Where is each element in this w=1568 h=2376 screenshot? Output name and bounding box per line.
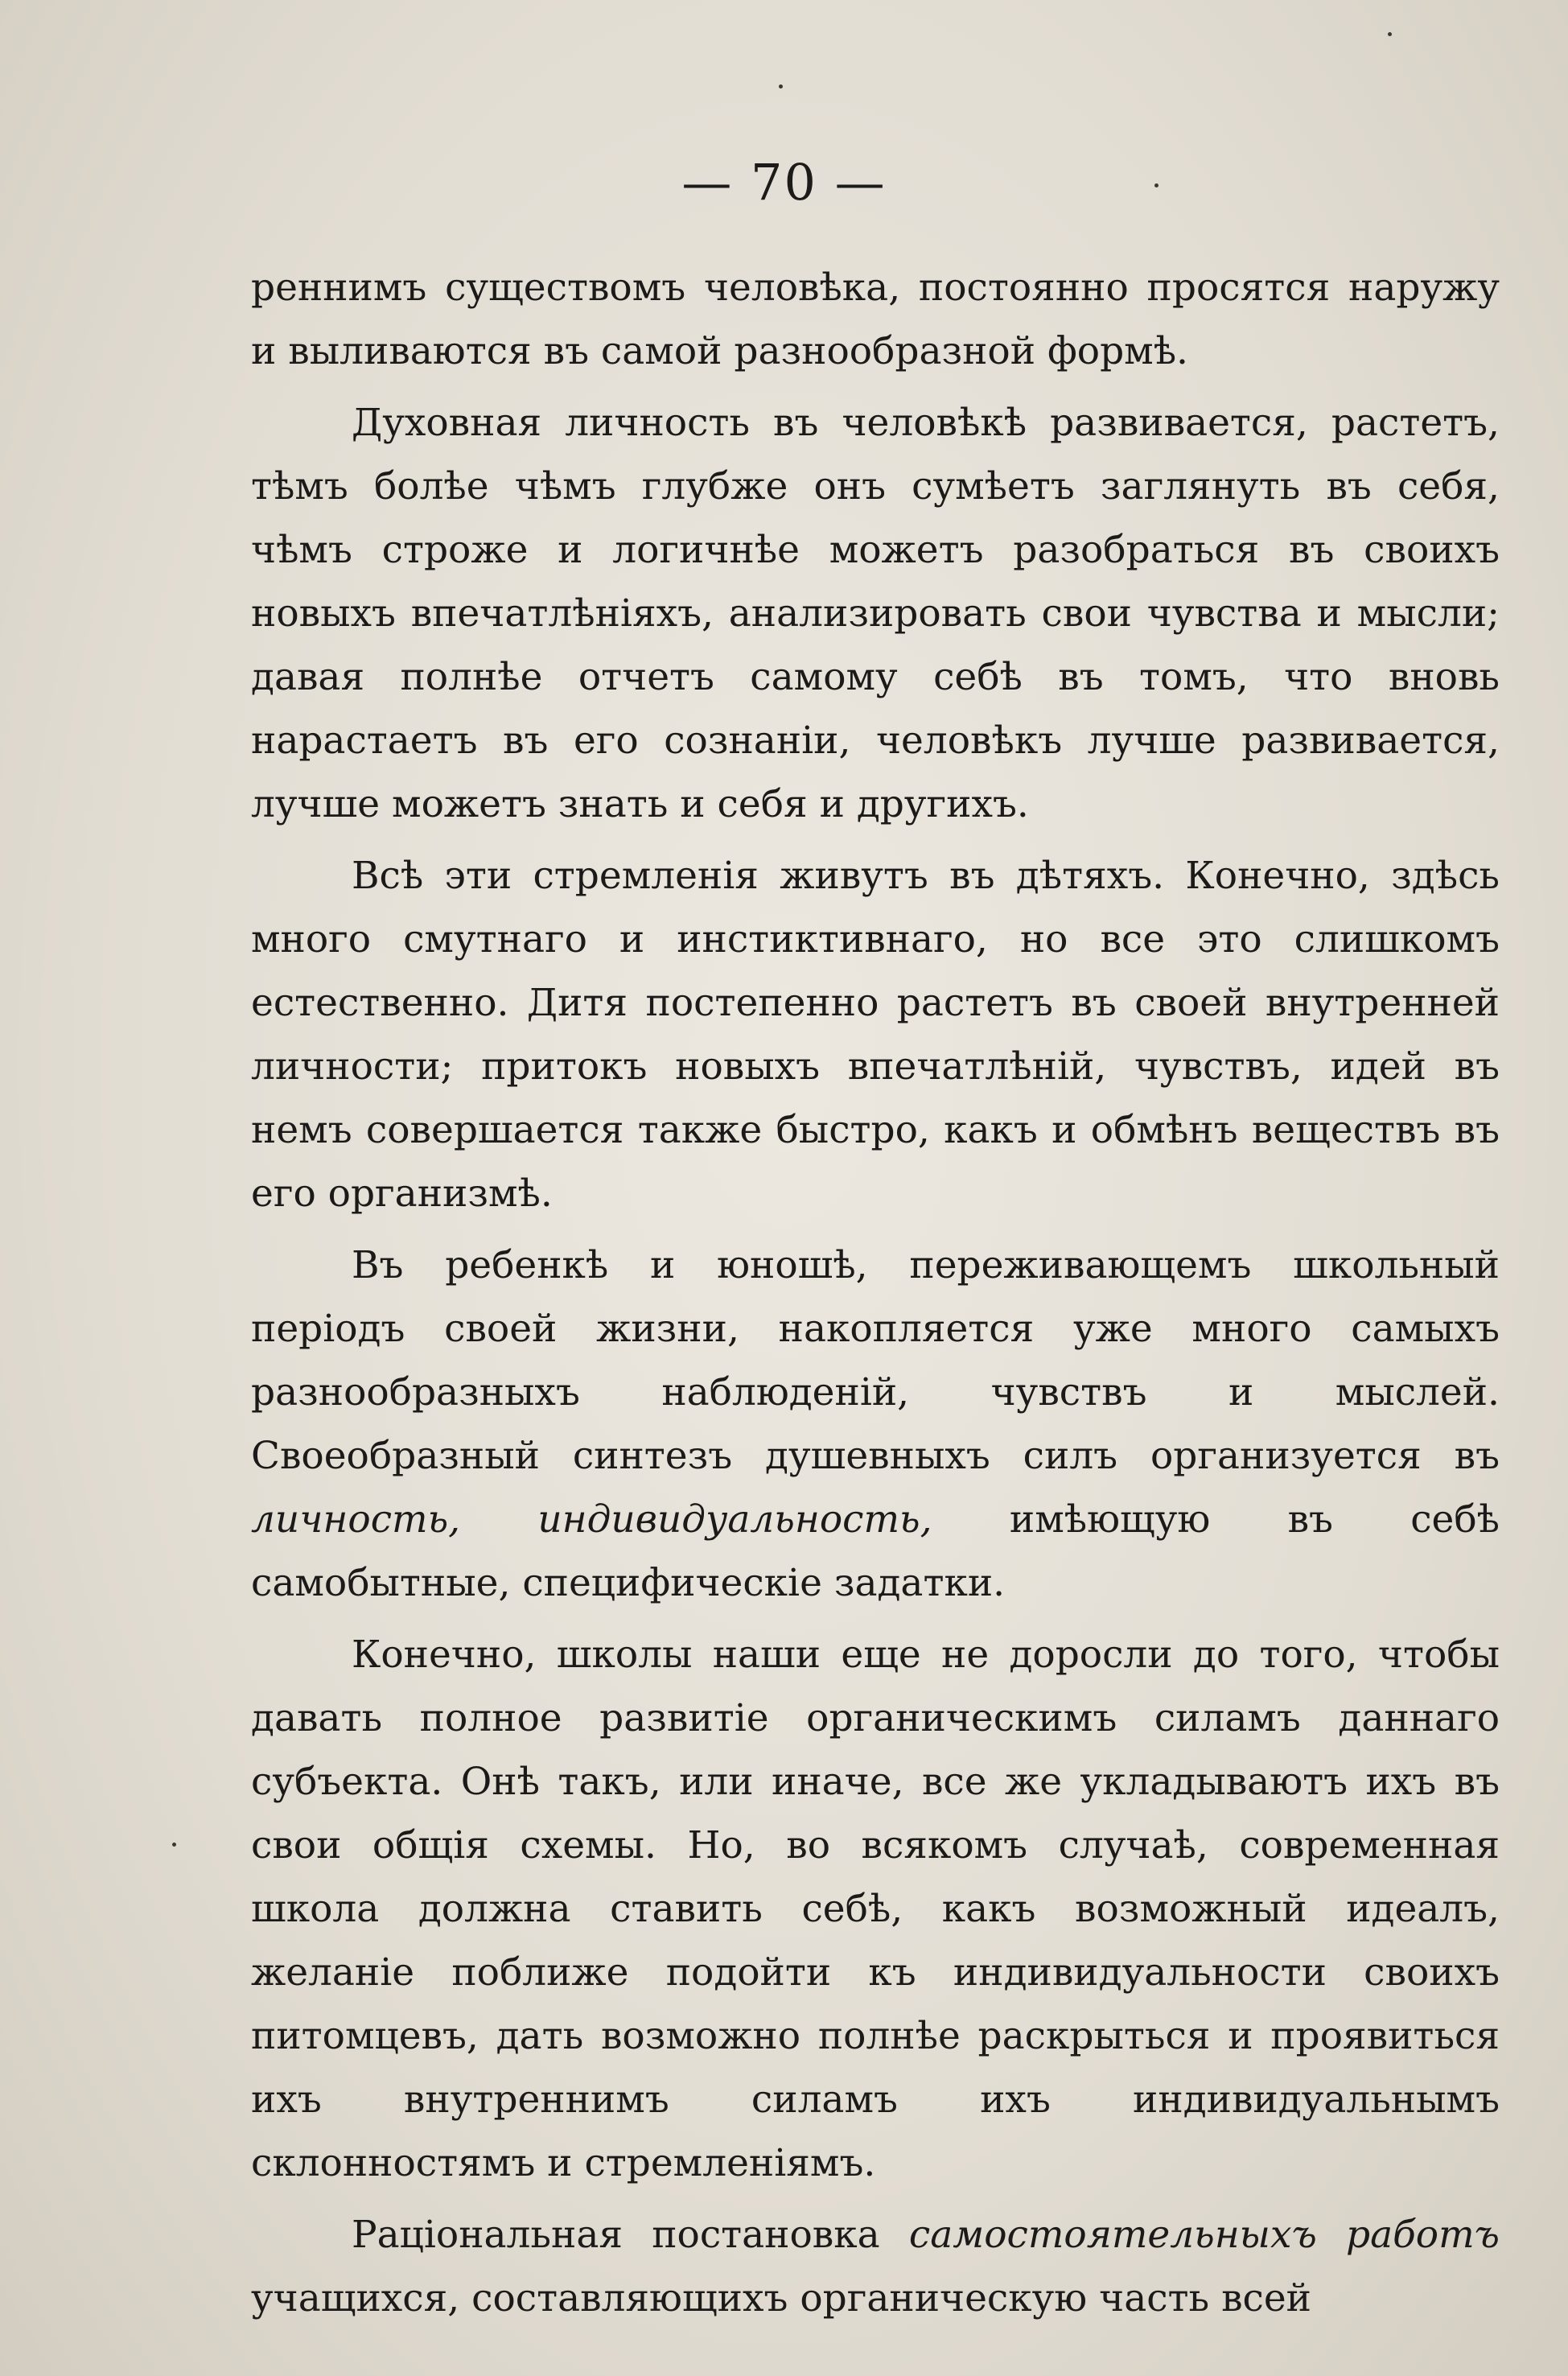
- paragraph: [251, 2203, 1500, 2330]
- paragraph: [251, 391, 1500, 836]
- text-segment: Конечно, школы наши еще не доросли до того, чтобы давать полное развитіе органическимъ силамъ даннаго субъекта. Онѣ такъ, или иначе, все же укладываютъ ихъ въ свои общія схемы. Но, во всякомъ случаѣ, современная школа должна ставить себѣ, какъ возможный идеалъ, желаніе поближе подойти къ индивидуальности своихъ питомцевъ, дать возможно полнѣе раскрыться и проявиться ихъ внутреннимъ силамъ ихъ индивидуальнымъ склонностямъ и стремленіямъ.: [251, 1633, 1500, 2185]
- text-segment: имѣющую въ себѣ самобытные, специфическіе задатки.: [251, 1497, 1500, 1605]
- paper-speck: [172, 1843, 176, 1847]
- paragraph: [251, 844, 1500, 1225]
- paragraph: [251, 1623, 1500, 2195]
- text-segment: реннимъ существомъ человѣка, постоянно просятся наружу и выливаются въ самой разнообразной формѣ.: [251, 266, 1500, 373]
- text-segment: Духовная личность въ человѣкѣ развивается, растетъ, тѣмъ болѣе чѣмъ глубже онъ сумѣетъ заглянуть въ себя, чѣмъ строже и логичнѣе можетъ разобраться въ своихъ новыхъ впечатлѣніяхъ, анализировать свои чувства и мысли; давая полнѣе отчетъ самому себѣ въ томъ, что вновь нарастаетъ въ его сознаніи, человѣкъ лучше развивается, лучше можетъ знать и себя и другихъ.: [251, 401, 1500, 826]
- paragraph: [251, 256, 1500, 383]
- paper-speck: [779, 84, 783, 89]
- paragraph: [251, 1233, 1500, 1615]
- italic-text-segment: личность, индивидуальность,: [251, 1497, 932, 1542]
- body-text: [251, 256, 1500, 2338]
- text-segment: Въ ребенкѣ и юношѣ, переживающемъ школьный періодъ своей жизни, накопляется уже много самыхъ разнообразныхъ наблюденій, чувствъ и мыслей. Своеобразный синтезъ душевныхъ силъ организуется въ: [251, 1243, 1500, 1478]
- text-segment: учащихся, составляющихъ органическую часть всей: [251, 2276, 1311, 2320]
- italic-text-segment: самостоятельныхъ работъ: [908, 2213, 1500, 2257]
- page-number: — 70 —: [681, 153, 887, 212]
- text-segment: Всѣ эти стремленія живутъ въ дѣтяхъ. Конечно, здѣсь много смутнаго и инстиктивнаго, но все это слишкомъ естественно. Дитя постепенно растетъ въ своей внутренней личности; притокъ новыхъ впечатлѣній, чувствъ, идей въ немъ совершается также быстро, какъ и обмѣнъ веществъ въ его организмѣ.: [251, 854, 1500, 1216]
- paper-speck: [1154, 183, 1159, 187]
- paper-speck: [1388, 32, 1392, 36]
- text-segment: Раціональная постановка: [352, 2213, 909, 2257]
